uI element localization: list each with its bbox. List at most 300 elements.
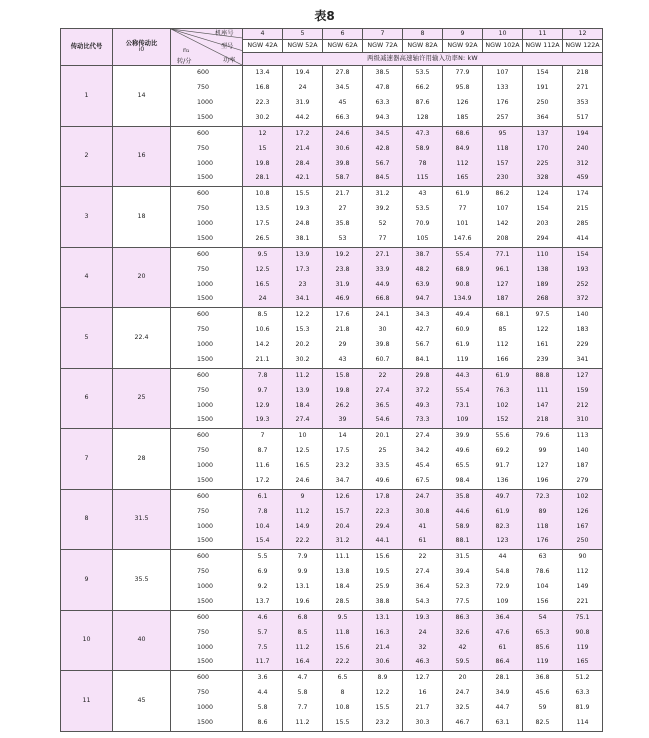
power-value: 58.9 [455,522,470,530]
power-value-cell [363,429,403,490]
power-value: 18.4 [335,583,350,591]
power-value: 4.6 [257,613,268,621]
power-value: 174 [576,190,589,198]
power-value: 8.6 [257,718,268,726]
power-value: 149 [576,583,589,591]
power-value: 30.2 [295,355,310,363]
power-value: 8.9 [377,674,388,682]
power-value-cell [563,429,603,490]
power-value: 43 [338,355,347,363]
power-value: 66.8 [375,295,390,303]
power-value: 9.5 [257,250,268,258]
power-value: 77 [458,205,467,213]
power-value: 18.4 [295,401,310,409]
table-row [61,368,603,429]
power-value: 39.2 [375,205,390,213]
speed-value: 1500 [197,597,214,605]
power-value: 36.4 [495,613,510,621]
power-value: 29 [338,341,347,349]
header-nominal-ratio [113,29,171,66]
power-value: 68.6 [455,129,470,137]
speed-value: 600 [197,613,210,621]
power-value: 44.1 [375,537,390,545]
power-value: 21.8 [335,326,350,334]
power-value: 30.6 [335,144,350,152]
power-value: 11.2 [295,643,310,651]
power-value: 12.6 [335,492,350,500]
power-value: 19.8 [255,159,270,167]
power-value-cell [403,671,443,732]
power-value: 16.5 [295,462,310,470]
power-value: 17.2 [295,129,310,137]
power-value: 29.8 [415,371,430,379]
power-value: 55.6 [495,432,510,440]
power-value: 86.4 [495,658,510,666]
power-value: 104 [536,583,549,591]
power-value-cell [363,66,403,127]
power-value: 27.4 [415,432,430,440]
power-value: 115 [416,174,429,182]
power-value: 53.5 [415,205,430,213]
power-value: 113 [576,432,589,440]
power-value: 49.4 [455,311,470,319]
power-value: 147 [536,401,549,409]
power-value: 252 [576,280,589,288]
power-value: 16.8 [255,84,270,92]
power-value: 85.6 [535,643,550,651]
power-value: 34.9 [495,689,510,697]
power-value: 183 [576,326,589,334]
power-value: 77.5 [455,597,470,605]
power-value: 24.6 [335,129,350,137]
speed-value: 600 [197,492,210,500]
speed-value: 750 [197,84,210,92]
power-value-cell [243,550,283,611]
power-value: 77 [378,234,387,242]
power-value-cell [323,671,363,732]
power-value: 13.1 [375,613,390,621]
ratio-code-cell: 2 [61,126,113,187]
power-value-cell [283,187,323,248]
power-value: 27.4 [295,416,310,424]
power-value: 13.9 [295,386,310,394]
power-value: 17.2 [255,476,270,484]
power-value-cell [443,489,483,550]
power-value-cell [323,187,363,248]
power-value: 268 [536,295,549,303]
power-value: 176 [496,99,509,107]
table-row [61,308,603,369]
power-value: 33.5 [375,462,390,470]
speed-value: 1000 [197,341,214,349]
power-value: 119 [576,643,589,651]
power-value: 341 [576,355,589,363]
power-value-cell [443,671,483,732]
power-value: 42.1 [295,174,310,182]
power-value: 72.9 [495,583,510,591]
header-diagonal-cell [171,29,243,66]
power-value: 24.7 [415,492,430,500]
power-value: 66.2 [415,84,430,92]
power-value: 42.8 [375,144,390,152]
power-value: 36.8 [535,674,550,682]
power-value: 30.3 [415,718,430,726]
model-name: NGW 82A [403,40,443,53]
power-value: 285 [576,220,589,228]
power-value: 12.5 [255,265,270,273]
power-value: 91.7 [495,462,510,470]
power-value: 23.2 [335,462,350,470]
frame-number: 12 [563,29,603,40]
power-value: 77.9 [455,69,470,77]
speed-value: 600 [197,129,210,137]
power-value: 61 [498,643,507,651]
power-value: 24 [418,628,427,636]
power-value-cell [283,489,323,550]
power-value-cell [323,550,363,611]
power-value: 13.9 [295,250,310,258]
power-value-cell [563,550,603,611]
power-value: 78.6 [535,568,550,576]
power-value: 9 [300,492,305,500]
power-value: 4.4 [257,689,268,697]
power-value: 39.8 [335,159,350,167]
power-value-cell [403,126,443,187]
power-value: 28.5 [335,597,350,605]
power-value-cell [243,671,283,732]
power-value-cell [283,66,323,127]
power-value-cell [283,308,323,369]
power-value: 112 [496,341,509,349]
power-value: 22.3 [255,99,270,107]
power-value-cell [563,368,603,429]
power-value: 47.8 [375,84,390,92]
speed-value: 1000 [197,220,214,228]
power-value: 45.4 [415,462,430,470]
power-value-cell [563,671,603,732]
power-value: 54.3 [415,597,430,605]
power-value: 128 [416,113,429,121]
power-value: 58.9 [415,144,430,152]
power-value-cell [443,66,483,127]
model-name: NGW 42A [243,40,283,53]
power-value: 30 [378,326,387,334]
speed-value: 750 [197,205,210,213]
power-value: 28.1 [255,174,270,182]
power-value: 7.7 [297,704,308,712]
ratio-code-cell: 9 [61,550,113,611]
power-value-cell [443,368,483,429]
power-value: 68.1 [495,311,510,319]
power-value: 73.1 [455,401,470,409]
power-value: 23 [298,280,307,288]
power-value: 26.2 [335,401,350,409]
speed-value: 750 [197,265,210,273]
power-value: 15.3 [295,326,310,334]
power-value: 11.2 [295,371,310,379]
power-value-cell [363,126,403,187]
power-value: 78 [418,159,427,167]
power-value: 102 [576,492,589,500]
power-value: 38.5 [375,69,390,77]
speed-value: 1500 [197,113,214,121]
power-value: 19.6 [295,597,310,605]
speed-value: 600 [197,432,210,440]
power-value: 19.2 [335,250,350,258]
power-value-cell [243,126,283,187]
power-value-cell [283,368,323,429]
power-value: 124 [536,190,549,198]
power-value: 67.5 [415,476,430,484]
power-value: 16.4 [295,658,310,666]
speed-value: 1000 [197,643,214,651]
power-value: 60.9 [455,326,470,334]
power-rating-table [60,28,603,732]
power-value: 47.6 [495,628,510,636]
speed-value: 750 [197,507,210,515]
power-value: 27.8 [335,69,350,77]
power-value: 53 [338,234,347,242]
power-value: 61 [418,537,427,545]
power-value-cell [323,126,363,187]
power-value: 73.3 [415,416,430,424]
power-value: 20.2 [295,341,310,349]
power-value-cell [243,610,283,671]
frame-number: 4 [243,29,283,40]
power-value: 12 [258,129,267,137]
speed-cell [171,429,243,490]
power-value: 517 [576,113,589,121]
power-value-cell [443,187,483,248]
speed-value: 750 [197,568,210,576]
power-value: 22.2 [295,537,310,545]
power-value: 107 [496,205,509,213]
power-value-cell [563,66,603,127]
speed-value: 1000 [197,522,214,530]
speed-cell [171,308,243,369]
power-value: 52 [378,220,387,228]
header-model-label: 型号 [221,43,234,50]
power-value: 17.3 [295,265,310,273]
nominal-ratio-cell: 31.5 [113,489,171,550]
table-row [61,610,603,671]
power-value-cell [523,308,563,369]
power-value: 34.1 [295,295,310,303]
header-speed-label: n₁ [183,47,190,54]
power-value: 52.3 [455,583,470,591]
power-value-cell [283,671,323,732]
power-value-cell [363,368,403,429]
power-value: 218 [576,69,589,77]
power-value: 15 [258,144,267,152]
speed-cell [171,489,243,550]
power-value: 142 [496,220,509,228]
power-value: 49.6 [375,476,390,484]
power-value-cell [243,308,283,369]
power-value-cell [403,610,443,671]
power-value: 59 [538,704,547,712]
power-value: 44.9 [375,280,390,288]
power-value: 87.6 [415,99,430,107]
speed-value: 1500 [197,416,214,424]
power-value: 193 [576,265,589,273]
speed-value: 1000 [197,583,214,591]
power-value: 25 [378,447,387,455]
power-value: 28.4 [295,159,310,167]
power-value-cell [363,247,403,308]
header-ratio-code: 传动比代号 [61,29,113,66]
power-value: 19.8 [335,386,350,394]
power-value-cell [363,187,403,248]
power-value-cell [563,489,603,550]
power-value: 26.5 [255,234,270,242]
speed-cell [171,368,243,429]
power-value: 203 [536,220,549,228]
ratio-code-cell: 3 [61,187,113,248]
power-value: 27.1 [375,250,390,258]
power-value-cell [443,610,483,671]
power-value-cell [483,429,523,490]
ratio-code-cell: 10 [61,610,113,671]
speed-value: 750 [197,447,210,455]
power-value: 6.1 [257,492,268,500]
power-value: 54 [538,613,547,621]
power-value: 11.1 [335,553,350,561]
power-value: 72.3 [535,492,550,500]
power-value: 88.1 [455,537,470,545]
power-value: 98.4 [455,476,470,484]
power-value: 414 [576,234,589,242]
power-value: 133 [496,84,509,92]
power-value: 13.5 [255,205,270,213]
power-value: 53.5 [415,69,430,77]
nominal-ratio-cell: 18 [113,187,171,248]
power-value: 30.2 [255,113,270,121]
power-value: 65.3 [535,628,550,636]
power-value: 127 [576,371,589,379]
power-value: 45.6 [535,689,550,697]
power-value: 82.3 [495,522,510,530]
power-value: 119 [536,658,549,666]
nominal-ratio-cell: 14 [113,66,171,127]
power-value: 44.7 [495,704,510,712]
power-value: 70.9 [415,220,430,228]
power-value: 8.5 [297,628,308,636]
power-value: 30.8 [415,507,430,515]
power-value: 123 [496,537,509,545]
frame-number: 7 [363,29,403,40]
power-value: 8.5 [257,311,268,319]
power-value: 137 [536,129,549,137]
model-name: NGW 52A [283,40,323,53]
speed-value: 600 [197,69,210,77]
power-value: 15.5 [295,190,310,198]
power-value: 126 [456,99,469,107]
speed-cell [171,671,243,732]
power-value: 6.9 [257,568,268,576]
power-value: 112 [456,159,469,167]
power-value-cell [323,66,363,127]
power-value: 5.8 [297,689,308,697]
power-value: 46.3 [415,658,430,666]
power-value: 31.9 [335,280,350,288]
power-value: 54.6 [375,416,390,424]
header-power-label: 功率 [223,57,236,64]
power-value-cell [363,308,403,369]
power-value: 19.3 [415,613,430,621]
model-name: NGW 62A [323,40,363,53]
power-value-cell [443,247,483,308]
power-value-cell [523,489,563,550]
header-nominal-ratio-symbol: i0 [138,46,145,53]
power-value: 13.7 [255,597,270,605]
power-value: 14.9 [295,522,310,530]
model-name: NGW 72A [363,40,403,53]
power-value-cell [523,429,563,490]
power-value: 15.8 [335,371,350,379]
power-value: 38.7 [415,250,430,258]
power-value-cell [323,247,363,308]
power-value: 34.2 [415,447,430,455]
ratio-code-cell: 5 [61,308,113,369]
power-value: 250 [576,537,589,545]
frame-number: 5 [283,29,323,40]
power-value: 31.9 [295,99,310,107]
power-value: 11.2 [295,718,310,726]
power-value: 31.2 [375,190,390,198]
model-name: NGW 92A [443,40,483,53]
power-value: 8 [340,689,345,697]
power-value: 16.5 [255,280,270,288]
ratio-code-cell: 6 [61,368,113,429]
power-value: 239 [536,355,549,363]
power-value: 95 [498,129,507,137]
power-value-cell [403,368,443,429]
power-value: 4.7 [297,674,308,682]
power-value: 105 [416,234,429,242]
power-value-cell [483,247,523,308]
power-value-cell [283,126,323,187]
power-value: 86.3 [455,613,470,621]
power-value: 23.8 [335,265,350,273]
power-value: 154 [536,69,549,77]
power-value: 10.6 [255,326,270,334]
speed-value: 600 [197,250,210,258]
power-value: 21.4 [295,144,310,152]
power-value: 22 [418,553,427,561]
power-value: 12.7 [415,674,430,682]
power-value: 34.5 [375,129,390,137]
power-value: 90.8 [575,628,590,636]
power-value: 11.7 [255,658,270,666]
header-nominal-ratio-label: 公称传动比 [125,39,158,47]
nominal-ratio-cell: 35.5 [113,550,171,611]
power-value: 17.6 [335,311,350,319]
power-value: 8.7 [257,447,268,455]
power-value: 81.9 [575,704,590,712]
power-value-cell [283,610,323,671]
power-value: 5.5 [257,553,268,561]
power-value: 15.7 [335,507,350,515]
power-value: 89 [538,507,547,515]
speed-value: 1500 [197,234,214,242]
power-value-cell [523,368,563,429]
speed-value: 750 [197,386,210,394]
power-value-cell [443,308,483,369]
power-value: 31.5 [455,553,470,561]
power-value: 27.4 [415,568,430,576]
power-value: 250 [536,99,549,107]
